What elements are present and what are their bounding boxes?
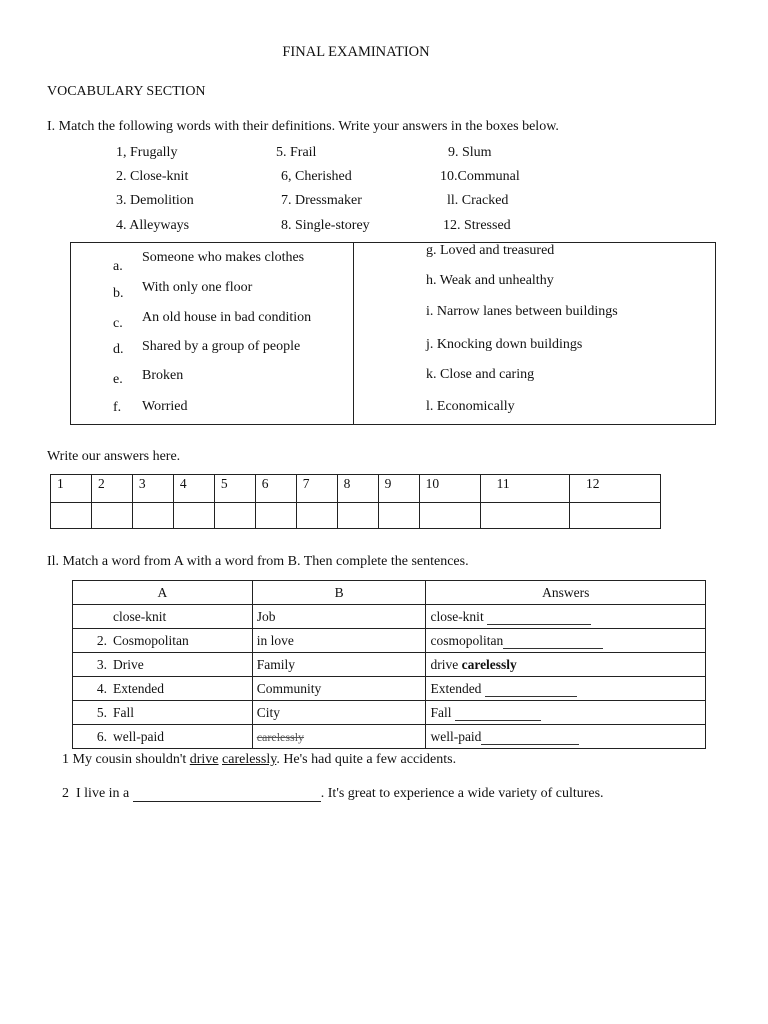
answer-word: close-knit	[430, 608, 484, 624]
answer-number: 9	[378, 475, 419, 503]
definition-text: k. Close and caring	[426, 367, 535, 382]
answer-blank[interactable]	[485, 684, 577, 697]
word-b: Family	[256, 656, 295, 672]
row-number: 6.	[96, 728, 107, 744]
table-row	[73, 605, 706, 629]
definition-text: Worried	[142, 399, 188, 414]
word-item: 4. Alleyways	[116, 218, 190, 233]
definition-text: j. Knocking down buildings	[426, 337, 583, 352]
answer-cell[interactable]	[173, 503, 214, 529]
table-row	[73, 701, 706, 725]
column-header-b: B	[252, 581, 426, 605]
answer-blank[interactable]	[481, 732, 579, 745]
answer-blank[interactable]	[503, 636, 603, 649]
definition-text: h. Weak and unhealthy	[426, 273, 554, 288]
word-b-crossed: carelessly	[256, 729, 305, 744]
answer-word: Extended	[430, 680, 482, 696]
sentence-text: I live in a	[76, 786, 130, 801]
answer-cell[interactable]	[296, 503, 337, 529]
sentence-text: . It's great to experience a wide variety of cultures.	[320, 786, 604, 801]
definition-text: With only one floor	[142, 280, 253, 295]
answer-cell[interactable]	[255, 503, 296, 529]
word-item: 7. Dressmaker	[281, 193, 362, 208]
answer-number: 6	[255, 475, 296, 503]
answers-label: Write our answers here.	[47, 449, 181, 464]
definition-text: Someone who makes clothes	[142, 250, 305, 265]
column-header-answers: Answers	[426, 581, 706, 605]
table-row	[73, 653, 706, 677]
word-a: Drive	[113, 656, 144, 672]
sentence-blank[interactable]	[133, 788, 321, 802]
matching-table	[72, 580, 706, 749]
underlined-word: carelessly	[222, 752, 277, 767]
sentence-number: 1	[62, 752, 69, 767]
answer-cell[interactable]	[480, 503, 569, 529]
definitions-box	[70, 242, 716, 425]
definition-letter: d.	[113, 342, 124, 357]
definition-text: i. Narrow lanes between buildings	[426, 304, 618, 319]
part1-instruction: I. Match the following words with their definitions. Write your answers in the boxes below.	[47, 119, 559, 134]
answer-number: 12	[570, 475, 661, 503]
answer-word: Fall	[430, 704, 452, 720]
word-a: well-paid	[113, 728, 164, 744]
answer-cell[interactable]	[214, 503, 255, 529]
word-item: 1, Frugally	[116, 145, 178, 160]
definition-text: An old house in bad condition	[142, 310, 312, 325]
answer-number: 11	[480, 475, 569, 503]
sentence-text: . He's had quite a few accidents.	[276, 752, 457, 767]
definition-letter: e.	[113, 372, 123, 387]
word-a: close-knit	[113, 608, 167, 624]
answer-number: 2	[91, 475, 132, 503]
word-b: Job	[256, 608, 276, 624]
word-item: 2. Close-knit	[116, 169, 189, 184]
answer-word: well-paid	[430, 728, 482, 744]
definition-letter: a.	[113, 259, 123, 274]
definition-text: Shared by a group of people	[142, 339, 301, 354]
answer-cell[interactable]	[337, 503, 378, 529]
answer-cell[interactable]	[51, 503, 92, 529]
row-number: 4.	[96, 680, 107, 696]
answer-grid	[50, 474, 661, 529]
definition-letter: c.	[113, 316, 123, 331]
answer-number: 5	[214, 475, 255, 503]
word-a: Extended	[113, 680, 164, 696]
row-number: 2.	[96, 632, 107, 648]
definitions-divider	[353, 243, 354, 424]
answer-cell[interactable]	[419, 503, 480, 529]
underlined-word: drive	[189, 752, 219, 767]
answer-blank[interactable]	[455, 708, 541, 721]
word-item: 6, Cherished	[281, 169, 352, 184]
word-item: 5. Frail	[276, 145, 317, 160]
answer-number: 3	[132, 475, 173, 503]
table-row	[73, 677, 706, 701]
definition-letter: b.	[113, 286, 124, 301]
word-item: 12. Stressed	[443, 218, 511, 233]
sentence-number: 2	[62, 786, 69, 801]
word-b: City	[256, 704, 280, 720]
table-row	[73, 725, 706, 749]
sentence-text: My cousin shouldn't	[72, 752, 187, 767]
table-row	[73, 629, 706, 653]
answer-filled: carelessly	[461, 656, 517, 672]
page-title: FINAL EXAMINATION	[282, 44, 430, 60]
word-a: Fall	[113, 704, 135, 720]
part2-instruction: Il. Match a word from A with a word from B. Then complete the sentences.	[47, 554, 469, 569]
definition-text: l. Economically	[426, 399, 515, 414]
answer-number: 10	[419, 475, 480, 503]
word-item: ll. Cracked	[447, 193, 509, 208]
answer-cell[interactable]	[570, 503, 661, 529]
sentence-1	[62, 752, 456, 768]
answer-cell[interactable]	[132, 503, 173, 529]
definition-text: g. Loved and treasured	[426, 243, 555, 258]
answer-cell[interactable]	[91, 503, 132, 529]
answer-number: 7	[296, 475, 337, 503]
column-header-a: A	[73, 581, 253, 605]
answer-blank[interactable]	[487, 612, 591, 625]
word-b: Community	[256, 680, 322, 696]
answer-number: 4	[173, 475, 214, 503]
row-number: 5.	[96, 704, 107, 720]
word-item: 8. Single-storey	[281, 218, 370, 233]
answer-number: 8	[337, 475, 378, 503]
word-item: 9. Slum	[448, 145, 492, 160]
answer-word: drive	[430, 656, 459, 672]
definition-text: Broken	[142, 368, 184, 383]
word-item: 3. Demolition	[116, 193, 194, 208]
answer-cell[interactable]	[378, 503, 419, 529]
row-number: 3.	[96, 656, 107, 672]
word-a: Cosmopolitan	[113, 632, 189, 648]
section-heading: VOCABULARY SECTION	[47, 84, 206, 99]
word-b: in love	[256, 632, 294, 648]
answer-number: 1	[51, 475, 92, 503]
definition-letter: f.	[113, 400, 122, 415]
sentence-2	[62, 786, 604, 802]
word-item: 10.Communal	[440, 169, 520, 184]
answer-word: cosmopolitan	[430, 632, 504, 648]
